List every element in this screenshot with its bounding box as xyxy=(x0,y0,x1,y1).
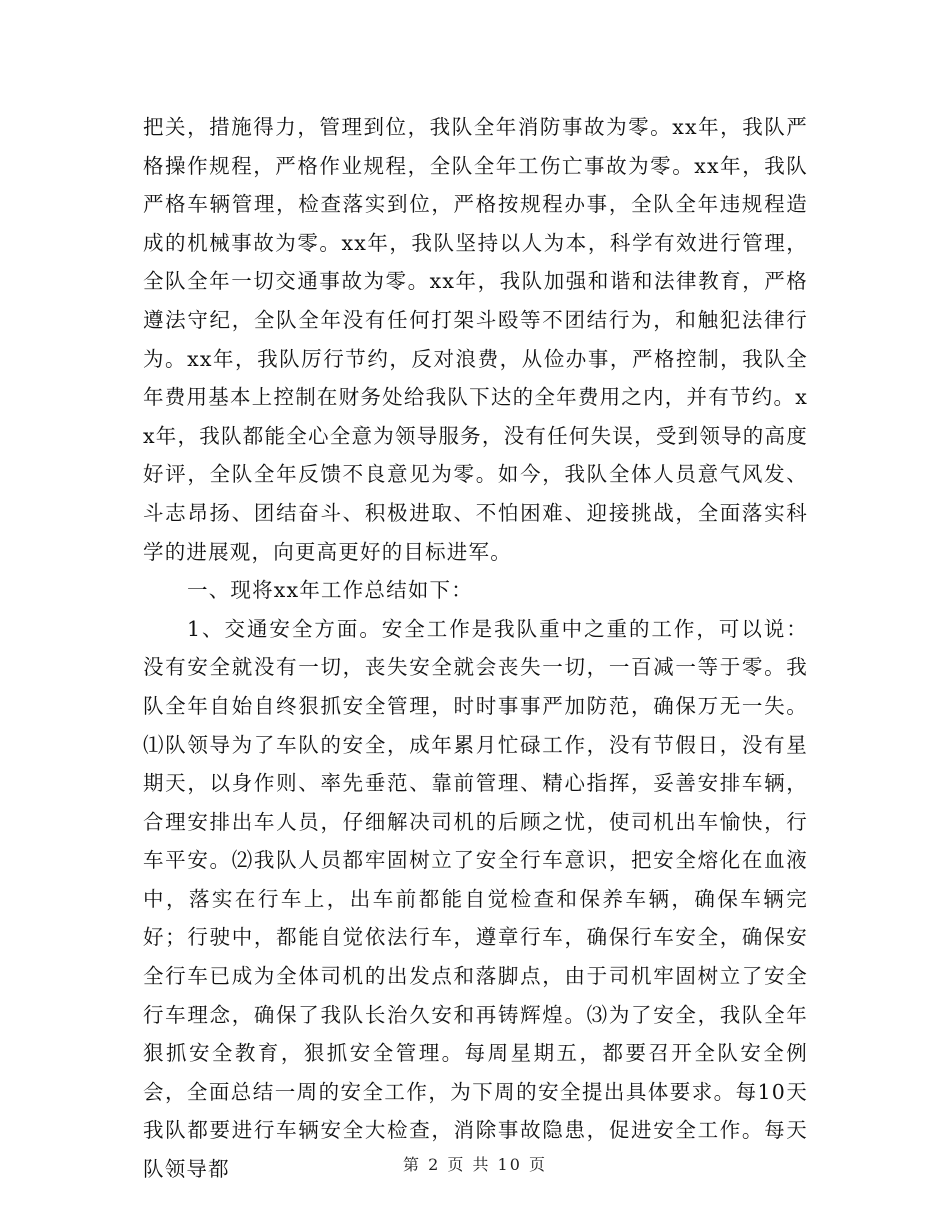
paragraph-continuation: 把关，措施得力，管理到位，我队全年消防事故为零。xx年，我队严格操作规程，严格作业规程，全队全年工伤亡事故为零。xx年，我队严格车辆管理，检查落实到位，严格按规程办事，全队全年违规程造成的机械事故为零。xx年，我队坚持以人为本，科学有效进行管理，全队全年一切交通事故为零。xx年，我队加强和谐和法律教育，严格遵法守纪，全队全年没有任何打架斗殴等不团结行为，和触犯法律行为。xx年，我队厉行节约，反对浪费，从俭办事，严格控制，我队全年费用基本上控制在财务处给我队下达的全年费用之内，并有节约。xx年，我队都能全心全意为领导服务，没有任何失误，受到领导的高度好评，全队全年反馈不良意见为零。如今，我队全体人员意气风发、斗志昂扬、团结奋斗、积极进取、不怕困难、迎接挑战，全面落实科学的进展观，向更高更好的目标进军。 xyxy=(143,115,808,564)
document-body xyxy=(143,108,808,1189)
paragraph-traffic-safety: 1、交通安全方面。安全工作是我队重中之重的工作，可以说：没有安全就没有一切，丧失安全就会丧失一切，一百减一等于零。我队全年自始自终狠抓安全管理，时时事事严加防范，确保万无一失。⑴队领导为了车队的安全，成年累月忙碌工作，没有节假日，没有星期天，以身作则、率先垂范、靠前管理、精心指挥，妥善安排车辆，合理安排出车人员，仔细解决司机的后顾之忧，使司机出车愉快，行车平安。⑵我队人员都牢固树立了安全行车意识，把安全熔化在血液中，落实在行车上，出车前都能自觉检查和保养车辆，确保车辆完好；行驶中，都能自觉依法行车，遵章行车，确保行车安全，确保安全行车已成为全体司机的出发点和落脚点，由于司机牢固树立了安全行车理念，确保了我队长治久安和再铸辉煌。⑶为了安全，我队全年狠抓安全教育，狠抓安全管理。每周星期五，都要召开全队安全例会，全面总结一周的安全工作，为下周的安全提出具体要求。每10天我队都要进行车辆安全大检查，消除事故隐患，促进安全工作。每天队领导都 xyxy=(143,616,808,1182)
section-heading: 一、现将xx年工作总结如下： xyxy=(187,578,473,603)
page-footer: 第 2 页 共 10 页 xyxy=(403,1155,547,1174)
